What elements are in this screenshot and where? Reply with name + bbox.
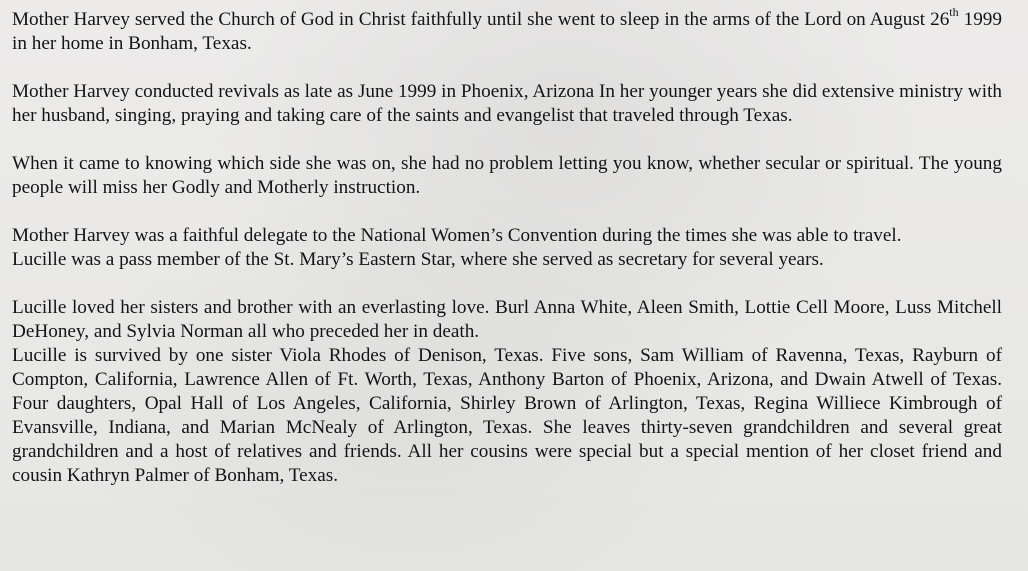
paragraph-revivals: Mother Harvey conducted revivals as late as June 1999 in Phoenix, Arizona In her younger years she did extensive ministry with her husband, singing, praying and taking care of the saints and evangelist that traveled through Texas. — [12, 81, 1002, 126]
paragraph-survivors: Lucille is survived by one sister Viola Rhodes of Denison, Texas. Five sons, Sam William of Ravenna, Texas, Rayburn of Compton, California, Lawrence Allen of Ft. Worth, Texas, Anthony Barton of Phoenix, Arizona, and Dwain Atwell of Texas. Four daughters, Opal Hall of Los Angeles, California, Shirley Brown of Arlington, Texas, Regina Williece Kimbrough of Evansville, Indiana, and Marian McNealy of Arlington, Texas. She leaves thirty-seven grandchildren and several great grandchildren and a host of relatives and friends. All her cousins were special but a special mention of her closet friend and cousin Kathryn Palmer of Bonham, Texas. — [12, 345, 1002, 486]
paragraph-service — [12, 4, 1002, 56]
paragraph-siblings: Lucille loved her sisters and brother with an everlasting love. Burl Anna White, Aleen Smith, Lottie Cell Moore, Luss Mitchell DeHoney, and Sylvia Norman all who preceded her in death. — [12, 297, 1002, 342]
paragraph-gap — [12, 56, 1002, 80]
document-body — [12, 4, 1002, 488]
paragraph-gap — [12, 128, 1002, 152]
paragraph-gap — [12, 272, 1002, 296]
paragraph-service-text: Mother Harvey served the Church of God in Christ faithfully until she went to sleep in the arms of the Lord on August 26 — [12, 9, 950, 30]
paragraph-eastern-star: Lucille was a pass member of the St. Mary’s Eastern Star, where she served as secretary for several years. — [12, 249, 824, 270]
paragraph-character: When it came to knowing which side she was on, she had no problem letting you know, whether secular or spiritual. The young people will miss her Godly and Motherly instruction. — [12, 153, 1002, 198]
paragraph-service-text-end: 1999 in her home in Bonham, Texas. — [12, 9, 1002, 54]
paragraph-delegate: Mother Harvey was a faithful delegate to the National Women’s Convention during the times she was able to travel. — [12, 225, 902, 246]
paragraph-gap — [12, 200, 1002, 224]
date-ordinal-superscript: th — [949, 4, 959, 19]
